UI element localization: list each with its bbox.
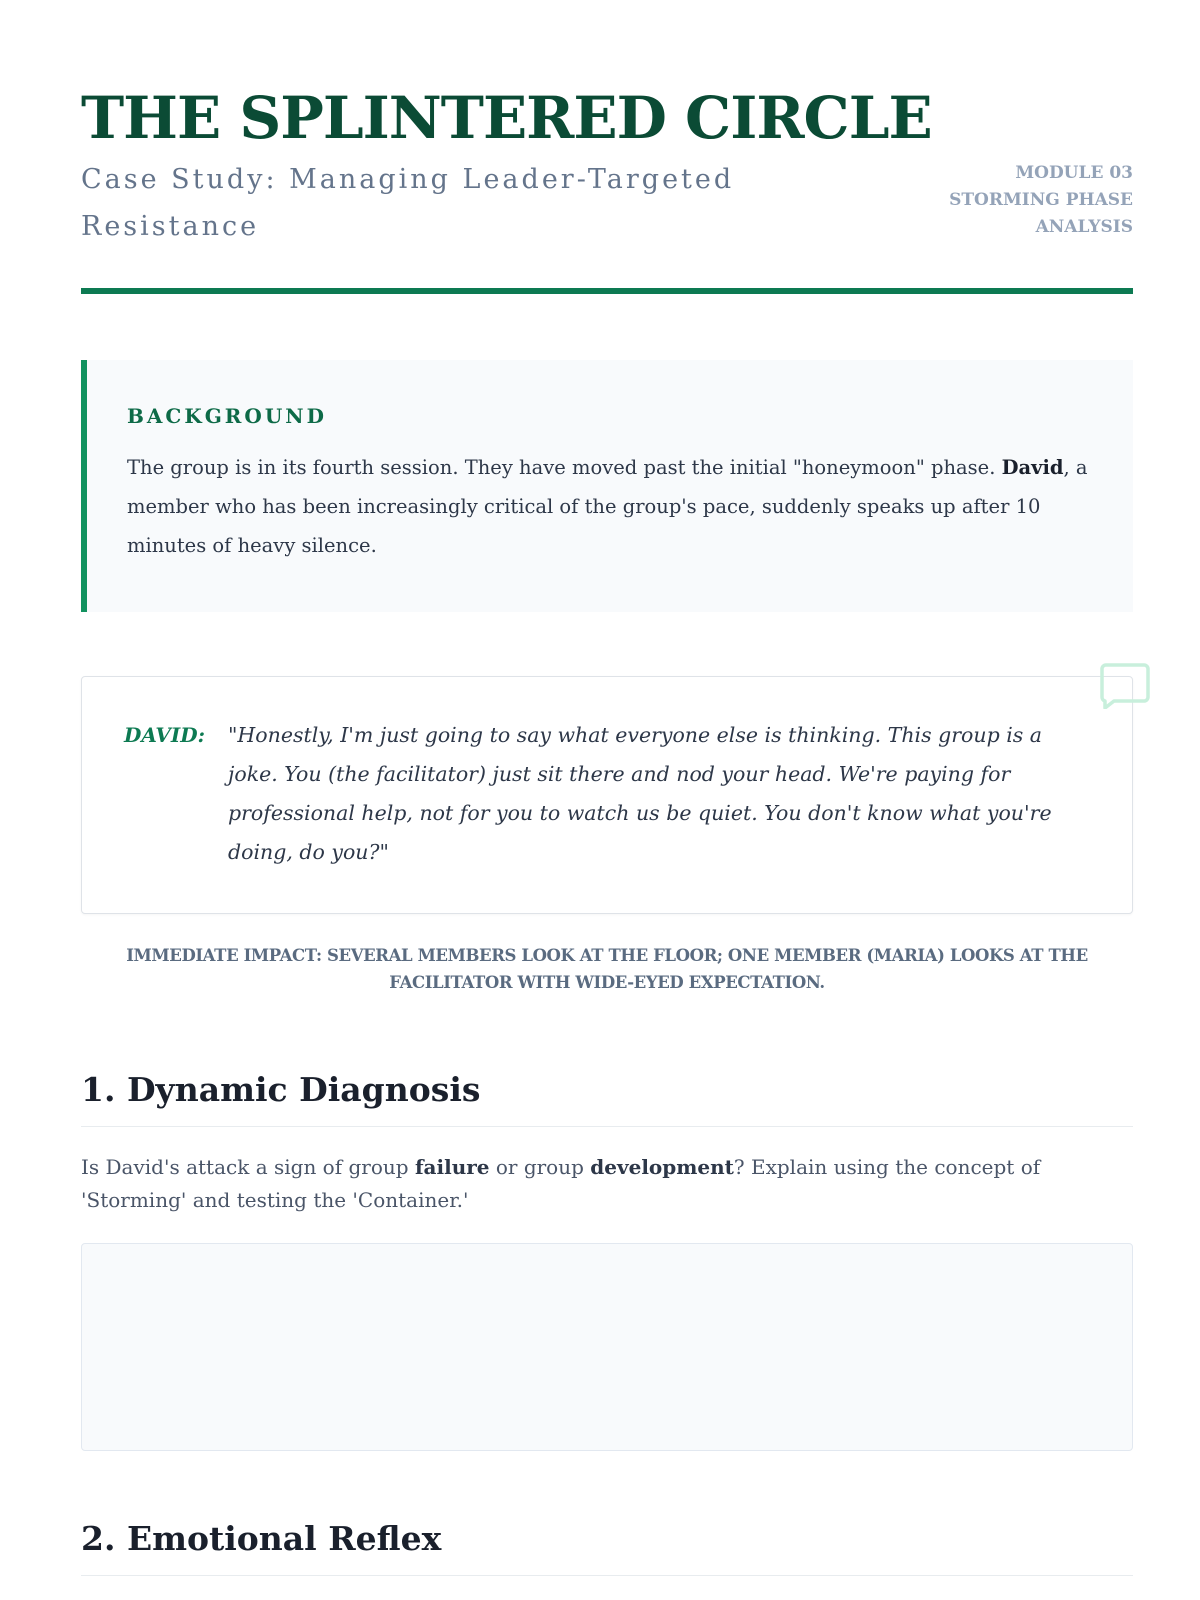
background-text [127, 448, 1093, 565]
header-divider [81, 288, 1133, 294]
section-emotional-reflex [81, 1517, 1133, 1576]
section-dynamic-diagnosis [81, 1068, 1133, 1451]
section-prompt [81, 1151, 1133, 1217]
page-subtitle: Case Study: Managing Leader-Targeted Resistance [81, 164, 735, 242]
section-title: 1. Dynamic Diagnosis [81, 1068, 1133, 1127]
speaker-label: DAVID: [124, 723, 206, 747]
speaker-quote: "Honestly, I'm just going to say what everyone else is thinking. This group is a joke. You (the facilitator) just sit there and nod your head. We're paying for professional help, not for you to watch us be quiet. You don't know what you're doing, do you?" [228, 723, 1052, 864]
chat-bubble-icon [1100, 663, 1150, 709]
page-title: THE SPLINTERED CIRCLE [81, 84, 932, 152]
impact-note: IMMEDIATE IMPACT: SEVERAL MEMBERS LOOK AT THE FLOOR; ONE MEMBER (MARIA) LOOKS AT THE FACILITATOR WITH WIDE-EYED EXPECTATION. [126, 946, 1088, 992]
page-header [81, 0, 1133, 294]
answer-field[interactable] [81, 1243, 1133, 1451]
background-name: David [1001, 456, 1064, 479]
background-text-rest: , a member who has been increasingly critical of the group's pace, suddenly speaks up after 10 minutes of heavy silence. [127, 456, 1088, 557]
module-meta [949, 160, 1133, 241]
meta-phase: STORMING PHASE [949, 190, 1133, 210]
header-row [81, 156, 1133, 250]
prompt-text: Is David's attack a sign of group [81, 1155, 415, 1179]
section-title: 2. Emotional Reflex [81, 1517, 1133, 1576]
prompt-emphasis-development: development [590, 1155, 734, 1179]
dialogue-card [81, 676, 1133, 914]
background-text-intro: The group is in its fourth session. They have moved past the initial "honeymoon" phase. [127, 456, 1002, 479]
case-study-page [81, 0, 1133, 1576]
background-heading: BACKGROUND [127, 404, 327, 428]
meta-module: MODULE 03 [1015, 163, 1133, 183]
meta-type: ANALYSIS [1035, 217, 1133, 237]
background-panel [81, 360, 1133, 612]
prompt-emphasis-failure: failure [414, 1155, 490, 1179]
prompt-text: ? Explain using the concept of 'Storming' and testing the 'Container.' [81, 1155, 1041, 1212]
prompt-text: or group [489, 1155, 591, 1179]
